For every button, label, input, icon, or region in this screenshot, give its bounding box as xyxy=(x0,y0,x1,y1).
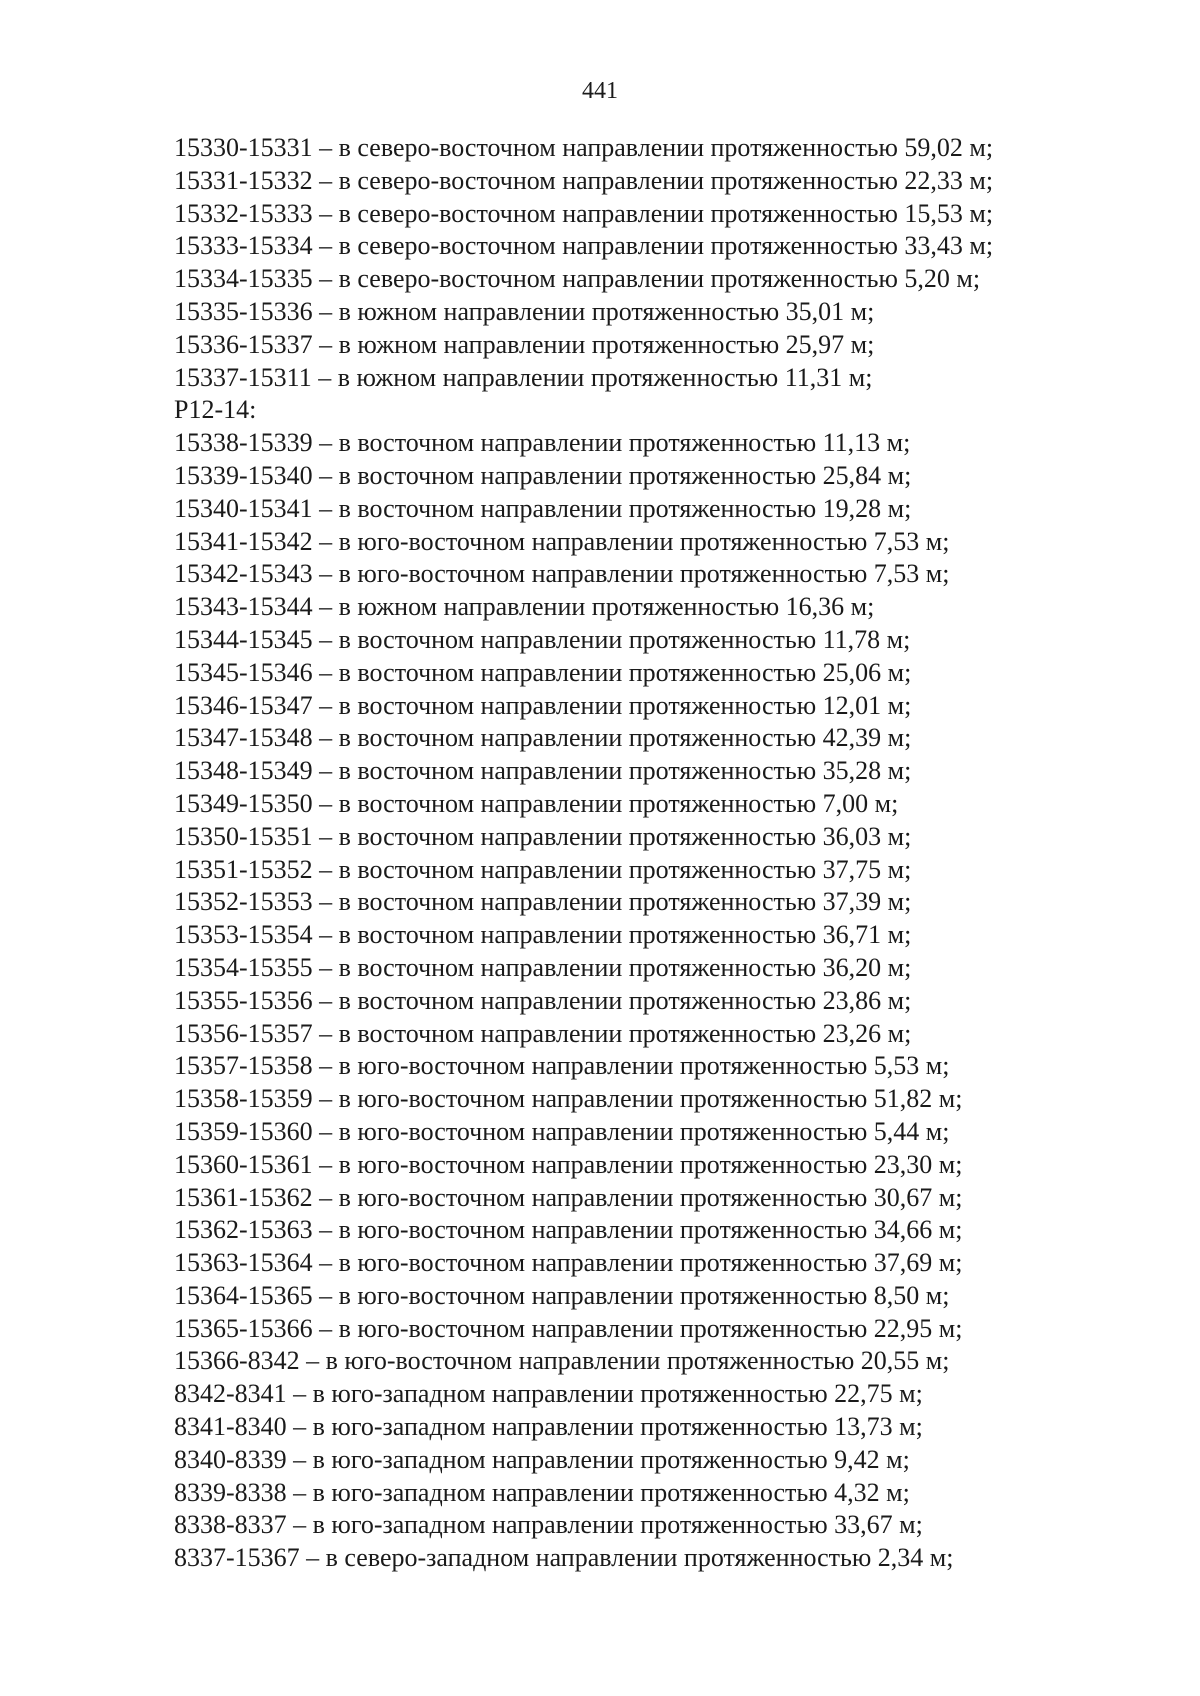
boundary-segment-line: 15336-15337 – в южном направлении протяженностью 25,97 м; xyxy=(174,329,875,359)
boundary-segment-line: 15357-15358 – в юго-восточном направлении протяженностью 5,53 м; xyxy=(174,1051,950,1081)
boundary-segment-line: 15339-15340 – в восточном направлении протяженностью 25,84 м; xyxy=(174,460,912,490)
boundary-segment-line: 15333-15334 – в северо-восточном направлении протяженностью 33,43 м; xyxy=(174,231,994,261)
boundary-segment-line: 8340-8339 – в юго-западном направлении протяженностью 9,42 м; xyxy=(174,1444,910,1474)
boundary-segment-line: 15352-15353 – в восточном направлении протяженностью 37,39 м; xyxy=(174,887,912,917)
boundary-segment-line: 15354-15355 – в восточном направлении протяженностью 36,20 м; xyxy=(174,952,912,982)
boundary-segment-line: 15365-15366 – в юго-восточном направлении протяженностью 22,95 м; xyxy=(174,1313,963,1343)
boundary-segment-line: 15364-15365 – в юго-восточном направлении протяженностью 8,50 м; xyxy=(174,1280,950,1310)
boundary-segment-line: 15360-15361 – в юго-восточном направлении протяженностью 23,30 м; xyxy=(174,1149,963,1179)
boundary-description-list xyxy=(174,132,1164,1575)
boundary-segment-line: 15351-15352 – в восточном направлении протяженностью 37,75 м; xyxy=(174,854,912,884)
boundary-segment-line: 15362-15363 – в юго-восточном направлении протяженностью 34,66 м; xyxy=(174,1215,963,1245)
boundary-segment-line: 8339-8338 – в юго-западном направлении протяженностью 4,32 м; xyxy=(174,1477,910,1507)
boundary-segment-line: 15330-15331 – в северо-восточном направлении протяженностью 59,02 м; xyxy=(174,133,994,162)
boundary-segment-line: 15340-15341 – в восточном направлении протяженностью 19,28 м; xyxy=(174,493,912,523)
boundary-segment-line: 15335-15336 – в южном направлении протяженностью 35,01 м; xyxy=(174,296,875,326)
boundary-segment-line: 15342-15343 – в юго-восточном направлении протяженностью 7,53 м; xyxy=(174,559,950,589)
boundary-segment-line: 15332-15333 – в северо-восточном направлении протяженностью 15,53 м; xyxy=(174,198,994,228)
boundary-segment-line: 15334-15335 – в северо-восточном направлении протяженностью 5,20 м; xyxy=(174,264,981,294)
section-header: Р12-14: xyxy=(174,395,257,425)
boundary-segment-line: 15345-15346 – в восточном направлении протяженностью 25,06 м; xyxy=(174,657,912,687)
boundary-segment-line: 8337-15367 – в северо-западном направлении протяженностью 2,34 м; xyxy=(174,1543,954,1573)
boundary-segment-line: 8342-8341 – в юго-западном направлении протяженностью 22,75 м; xyxy=(174,1379,923,1409)
boundary-segment-line: 15366-8342 – в юго-восточном направлении протяженностью 20,55 м; xyxy=(174,1346,950,1376)
boundary-segment-line: 15363-15364 – в юго-восточном направлении протяженностью 37,69 м; xyxy=(174,1248,963,1278)
boundary-segment-line: 15353-15354 – в восточном направлении протяженностью 36,71 м; xyxy=(174,920,912,950)
boundary-segment-line: 15346-15347 – в восточном направлении протяженностью 12,01 м; xyxy=(174,690,912,720)
boundary-segment-line: 15344-15345 – в восточном направлении протяженностью 11,78 м; xyxy=(174,624,911,654)
boundary-segment-line: 15355-15356 – в восточном направлении протяженностью 23,86 м; xyxy=(174,985,912,1015)
boundary-segment-line: 15358-15359 – в юго-восточном направлении протяженностью 51,82 м; xyxy=(174,1084,963,1114)
boundary-segment-line: 15359-15360 – в юго-восточном направлении протяженностью 5,44 м; xyxy=(174,1116,950,1146)
boundary-segment-line: 8341-8340 – в юго-западном направлении протяженностью 13,73 м; xyxy=(174,1412,923,1442)
boundary-segment-line: 15361-15362 – в юго-восточном направлении протяженностью 30,67 м; xyxy=(174,1182,963,1212)
boundary-segment-line: 15348-15349 – в восточном направлении протяженностью 35,28 м; xyxy=(174,756,912,786)
boundary-segment-line: 15337-15311 – в южном направлении протяженностью 11,31 м; xyxy=(174,362,873,392)
boundary-segment-line: 15349-15350 – в восточном направлении протяженностью 7,00 м; xyxy=(174,788,899,818)
boundary-segment-line: 15356-15357 – в восточном направлении протяженностью 23,26 м; xyxy=(174,1018,912,1048)
boundary-segment-line: 8338-8337 – в юго-западном направлении протяженностью 33,67 м; xyxy=(174,1510,923,1540)
boundary-segment-line: 15341-15342 – в юго-восточном направлении протяженностью 7,53 м; xyxy=(174,526,950,556)
boundary-segment-line: 15343-15344 – в южном направлении протяженностью 16,36 м; xyxy=(174,592,875,622)
page-number: 441 xyxy=(582,78,618,104)
boundary-segment-line: 15347-15348 – в восточном направлении протяженностью 42,39 м; xyxy=(174,723,912,753)
boundary-segment-line: 15331-15332 – в северо-восточном направлении протяженностью 22,33 м; xyxy=(174,165,994,195)
boundary-segment-line: 15350-15351 – в восточном направлении протяженностью 36,03 м; xyxy=(174,821,912,851)
boundary-segment-line: 15338-15339 – в восточном направлении протяженностью 11,13 м; xyxy=(174,428,911,458)
